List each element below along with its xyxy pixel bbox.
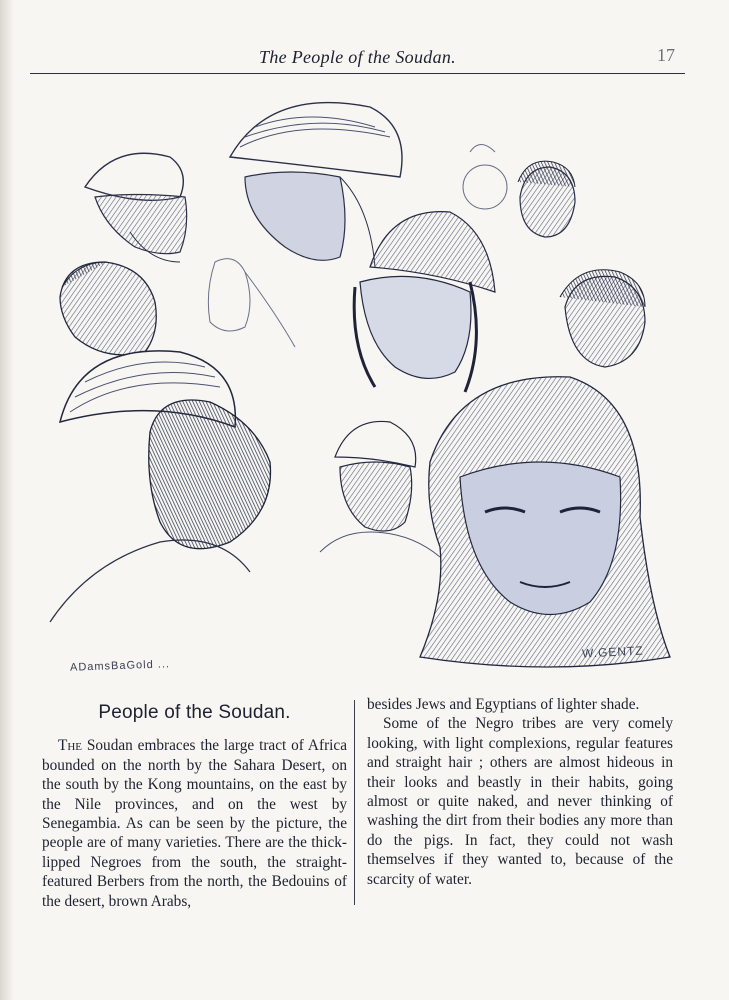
sketch-woman-large-headscarf [420,377,670,667]
sketch-woman-head-wrap [230,103,402,267]
sketch-man-large-turban [50,351,271,622]
article-first-paragraph [42,736,347,911]
right-column-continuation: besides Jews and Egyptians of lighter shade. [367,696,640,713]
right-column-paragraph: Some of the Negro tribes are very comely looking, with light complexions, regular features and straight hair ; others are almost hideous in their looks and beastly in their habits, going almost or quite naked, and never thinking of washing the dirt from their bodies any more than do the pigs. In fact, they could not wash themselves if they wanted to, because of the scarcity of water. [367,715,673,888]
portrait-illustration [40,82,690,682]
page-number: 17 [657,45,675,65]
sketch-boy-curly-hair [560,270,645,367]
sketch-woman-ornate-headdress [354,212,495,392]
page-edge-shadow [0,0,14,1000]
column-divider [354,700,355,905]
artist-signature-right: W.GENTZ [581,643,644,661]
article-right-column [367,695,673,889]
article-heading: People of the Soudan. [98,702,291,723]
article-left-column [42,695,347,911]
drop-word: The [58,737,83,755]
left-column-text: Soudan embraces the large tract of Africa bounded on the north by the Sahara Desert, on the south by the Kong mountains, on the east by the Nile provinces, and on the west by Senegambia. As can be seen by the picture, the people are of many varieties. There are the thick-lipped Negroes from the south, the straight-featured Berbers from the north, the Bedouins of the desert, brown Arabs, [42,737,347,910]
sketch-youth-small-turban [320,421,440,557]
artist-signature-left: ADamsBaGold ... [69,658,171,674]
sketch-man-profile-left [60,262,156,355]
sketch-small-profiles-top-right [463,145,575,238]
sketch-old-man-turban [85,153,187,262]
portrait-sketches [40,82,690,682]
running-header [30,45,685,74]
sketch-faint-woman-profile [208,259,295,347]
running-title: The People of the Soudan. [259,47,456,67]
